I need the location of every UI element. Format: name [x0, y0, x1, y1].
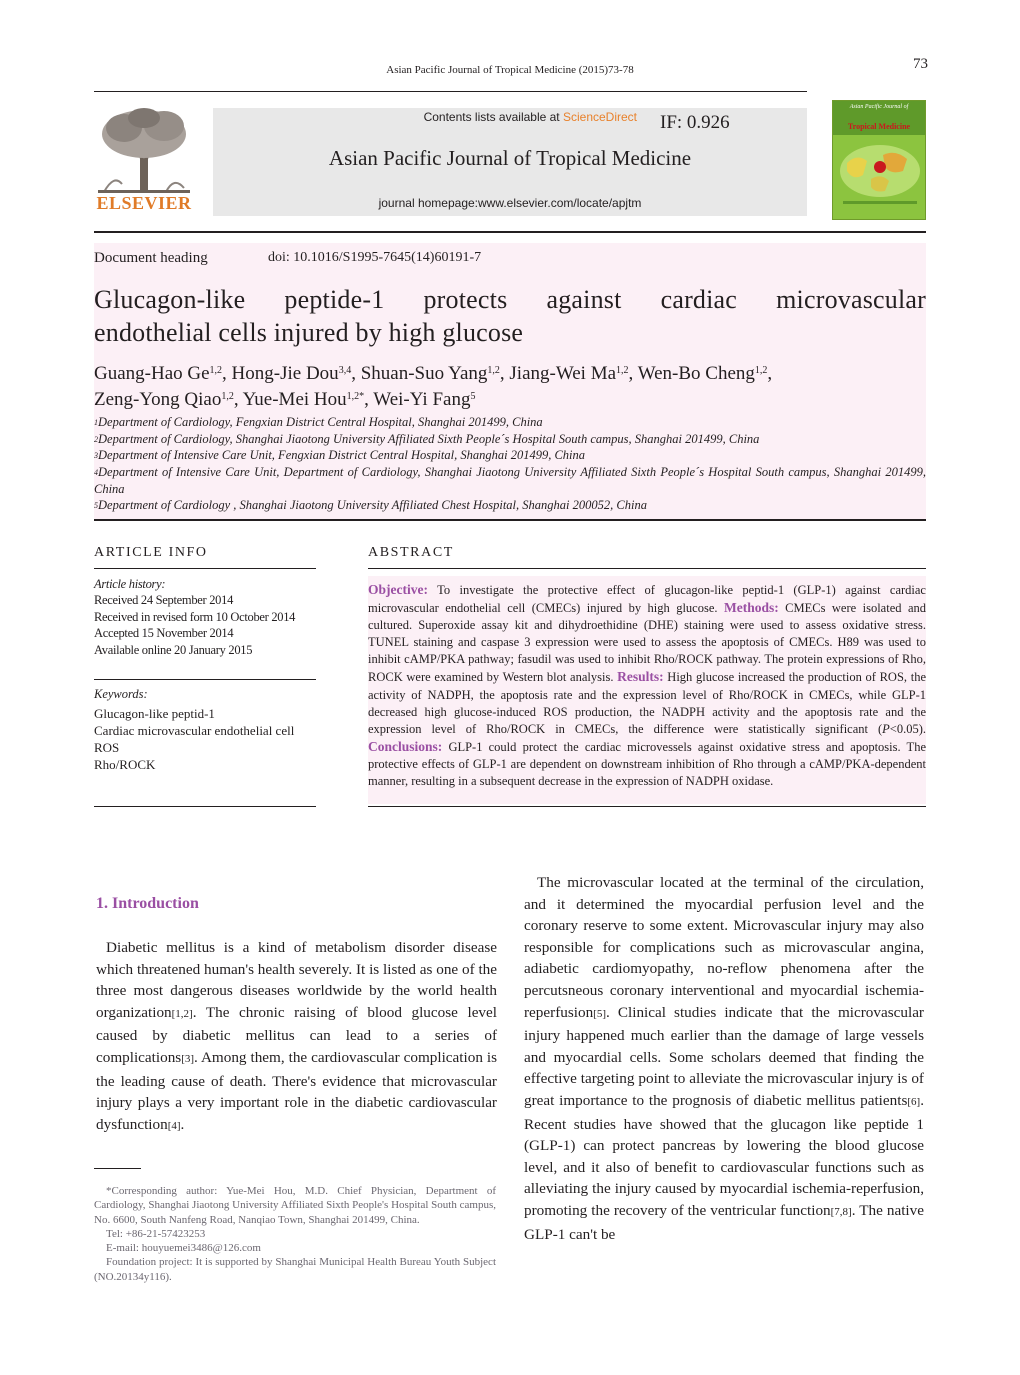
keywords-label: Keywords: [94, 687, 148, 701]
email-note[interactable]: E-mail: houyuemei3486@126.com [106, 1242, 261, 1255]
cover-title-line2: Tropical Medicine [847, 122, 911, 131]
keywords [94, 686, 334, 773]
author-affiliation-mark: 1,2* [346, 391, 365, 402]
author-affiliation-mark: 1,2 [209, 365, 223, 376]
affiliation-number: 5 [94, 501, 98, 510]
article-info-divider [94, 568, 316, 569]
article-title-line1: Glucagon-like peptide-1 protects against cardiac microvascular [94, 285, 926, 314]
author-name: Wei-Yi Fang [373, 389, 471, 410]
article-history [94, 576, 316, 658]
author-name: Shuan-Suo Yang [360, 363, 488, 384]
abstract-conclusions: GLP-1 could protect the cardiac microvessels against oxidative stress and apoptosis. The protective effects of GLP-1 are dependent on downstream inhibition of Rho through a cAMP/PKA-dependent manner, resulting in a subsequent decrease in the expression of NADPH oxidase. [368, 739, 926, 789]
author-name: Jiang-Wei Ma [509, 363, 617, 384]
author-affiliation-mark: 3,4 [338, 365, 352, 376]
document-heading: Document heading [94, 250, 208, 266]
sciencedirect-link[interactable]: ScienceDirect [562, 110, 637, 124]
citation-link[interactable]: [5] [593, 1007, 606, 1020]
cover-title-line1: Asian Pacific Journal of [849, 104, 909, 110]
telephone-note: Tel: +86-21-57423253 [106, 1227, 206, 1240]
cover-artwork-icon [833, 101, 926, 220]
p-value-symbol: P [882, 721, 890, 736]
funding-note: Foundation project: It is supported by Shanghai Municipal Health Bureau Youth Subject (NO.20134y116). [94, 1256, 496, 1283]
abstract-text [368, 581, 926, 790]
keyword: ROS [94, 740, 120, 755]
affiliation-number: 1 [94, 418, 98, 427]
affiliation [94, 447, 926, 464]
journal-cover-thumbnail [832, 100, 926, 220]
article-title [94, 283, 926, 349]
received-date: Received 24 September 2014 [94, 593, 234, 608]
author-separator: , [767, 363, 773, 384]
author-separator: , [364, 389, 374, 410]
body-text: . [180, 1115, 185, 1133]
author-separator: , [351, 363, 361, 384]
publisher-name: ELSEVIER [96, 193, 192, 213]
author-affiliation-mark: 5 [470, 391, 476, 402]
affiliation [94, 431, 926, 448]
affiliation-text: Department of Cardiology, Shanghai Jiaotong University Affiliated Sixth People´s Hospital South campus, Shanghai 201499, China [98, 432, 760, 446]
affiliation [94, 464, 926, 498]
online-date: Available online 20 January 2015 [94, 642, 253, 657]
abstract-results-end: <0.05). [889, 721, 926, 736]
article-title-line2: endothelial cells injured by high glucose [94, 318, 524, 347]
author-separator: , [628, 363, 638, 384]
doi[interactable]: doi: 10.1016/S1995-7645(14)60191-7 [268, 250, 482, 265]
keyword: Cardiac microvascular endothelial cell [94, 723, 295, 738]
second-column-paragraph [524, 872, 924, 1245]
author-affiliation-mark: 1,2 [221, 391, 234, 402]
keyword: Rho/ROCK [94, 757, 156, 772]
masthead-divider [94, 231, 926, 233]
abstract-conclusions-label: Conclusions: [368, 738, 443, 754]
abstract-objective-label: Objective: [368, 582, 428, 597]
author-separator: , [499, 363, 510, 384]
abstract-methods-label: Methods: [723, 600, 779, 616]
author-name: Zeng-Yong Qiao [94, 389, 222, 410]
author-name: Guang-Hao Ge [94, 363, 210, 384]
title-block-divider [94, 519, 926, 521]
author-name: Yue-Mei Hou [242, 389, 347, 410]
author-separator: , [222, 363, 232, 384]
introduction-heading: 1. Introduction [96, 895, 199, 912]
journal-title: Asian Pacific Journal of Tropical Medicine [328, 146, 692, 170]
citation-link[interactable]: [1,2] [171, 1007, 193, 1020]
keyword: Glucagon-like peptid-1 [94, 706, 215, 721]
article-info-bottom-divider [94, 806, 316, 807]
header-divider [94, 91, 807, 92]
citation-link[interactable]: [3] [181, 1052, 195, 1065]
abstract-results-label: Results: [617, 669, 664, 685]
footnotes [94, 1184, 496, 1284]
abstract-results: High glucose increased the production of ROS, the activity of NADPH, the apoptosis rate and the expression level of Rho/ROCK in CMECs, while GLP-1 decreased high glucose-induced ROS production, the NADPH activity and the apoptosis rate and the expression level of Rho/ROCK in CMECs, the difference were statistically significant ( [368, 670, 926, 736]
contents-availability [213, 110, 637, 124]
keywords-divider [94, 679, 316, 680]
affiliation [94, 414, 926, 431]
author-separator: , [233, 389, 243, 410]
abstract-objective: To investigate the protective effect of glucagon-like peptid-1 (GLP-1) against cardiac microvascular endothelial cell (CMECs) injured by high glucose. [368, 583, 926, 616]
affiliation-text: Department of Cardiology , Shanghai Jiaotong University Affiliated Chest Hospital, Shanghai 200052, China [98, 498, 647, 512]
author-list-line2 [94, 387, 926, 413]
body-text: . Among them, the cardiovascular complication is the leading cause of death. There's evidence that microvascular injury plays a very important role in the diabetic cardiovascular dysfunction [96, 1048, 497, 1133]
corresponding-author-note: *Corresponding author: Yue-Mei Hou, M.D. Chief Physician, Department of Cardiology, Shanghai Jiaotong University Affiliated Sixth People's Hospital South campus, No. 6600, South Nanfeng Road, Nanqiao Town, Shanghai 201499, China. [94, 1185, 496, 1226]
abstract-divider [368, 568, 926, 569]
accepted-date: Accepted 15 November 2014 [94, 626, 234, 641]
affiliation-number: 2 [94, 435, 98, 444]
article-info-heading: ARTICLE INFO [94, 545, 208, 560]
history-label: Article history: [94, 577, 166, 591]
running-head: Asian Pacific Journal of Tropical Medicine (2015)73-78 [386, 64, 634, 76]
author-list-line1 [94, 361, 926, 387]
body-text: . The chronic raising of blood glucose level caused by diabetic mellitus can lead to a series of complications [96, 1003, 497, 1066]
contents-prefix: Contents lists available at [423, 110, 563, 124]
citation-link[interactable]: [6] [907, 1095, 921, 1108]
impact-factor: IF: 0.926 [660, 112, 730, 133]
citation-link[interactable]: [7,8] [830, 1205, 852, 1218]
body-text: . Recent studies have showed that the glucagon like peptide 1 (GLP-1) can protect pancreas by lowering the blood glucose level, and it also of benefit to cardiovascular functions such as alleviating the injury caused by myocardial ischemia-reperfusion, promoting the recovery of the ventricular function [524, 1091, 924, 1219]
affiliation [94, 497, 926, 514]
author-name: Wen-Bo Cheng [637, 363, 755, 384]
body-text: The microvascular located at the terminal of the circulation, and it determined the myocardial perfusion level and the coronary reserve to some extent. Microvascular injury may also responsible for complications such as microvascular angina, adiabetic cardiomyopathy, no-reflow phenomena after the percutsneous coronary interventional and myocardial ischemia-reperfusion [524, 874, 924, 1021]
introduction-paragraph [96, 937, 497, 1137]
affiliation-text: Department of Intensive Care Unit, Fengxian District Central Hospital, Shanghai 201499, China [98, 448, 585, 462]
abstract-heading: ABSTRACT [368, 545, 454, 560]
author-affiliation-mark: 1,2 [754, 365, 768, 376]
page-number: 73 [913, 56, 928, 72]
affiliation-number: 4 [94, 468, 98, 477]
body-text: Diabetic mellitus is a kind of metabolism disorder disease which threatened human's health severely. It is listed as one of the three most dangerous diseases worldwide by the world health organization [96, 939, 497, 1021]
affiliation-text: Department of Intensive Care Unit, Department of Cardiology, Shanghai Jiaotong University Affiliated Sixth People´s Hospital South campus, Shanghai 201499, China [94, 465, 926, 496]
footnote-divider [94, 1168, 141, 1169]
body-text: . The native GLP-1 can't be [524, 1201, 924, 1243]
author-name: Hong-Jie Dou [231, 363, 339, 384]
author-affiliation-mark: 1,2 [616, 365, 629, 376]
revised-date: Received in revised form 10 October 2014 [94, 609, 296, 624]
journal-homepage-link[interactable]: journal homepage:www.elsevier.com/locate/apjtm [378, 196, 642, 210]
abstract-bottom-divider [368, 806, 926, 807]
citation-link[interactable]: [4] [167, 1119, 181, 1132]
body-text: . Clinical studies indicate that the microvascular injury happened much earlier than the damage of large vessels and myocardial cells. Some scholars deemed that finding the effective targeting point to alleviate the microvascular injury is of great importance to the prognosis of diabetic mellitus patients [524, 1003, 924, 1109]
author-affiliation-mark: 1,2 [487, 365, 500, 376]
affiliation-number: 3 [94, 451, 98, 460]
abstract-methods: CMECs were isolated and cultured. Superoxide assay kit and dihydroethidine (DHE) staining were used to assess oxidative stress. TUNEL staining and caspase 3 expression were used to assess the apoptosis of CMECs. H89 was used to inhibit cAMP/PKA pathway; fasudil was used to inhibit Rho/ROCK pathway. The protein expressions of Rho, ROCK were examined by Western blot analysis. [368, 601, 926, 685]
affiliation-text: Department of Cardiology, Fengxian District Central Hospital, Shanghai 201499, China [98, 415, 543, 429]
